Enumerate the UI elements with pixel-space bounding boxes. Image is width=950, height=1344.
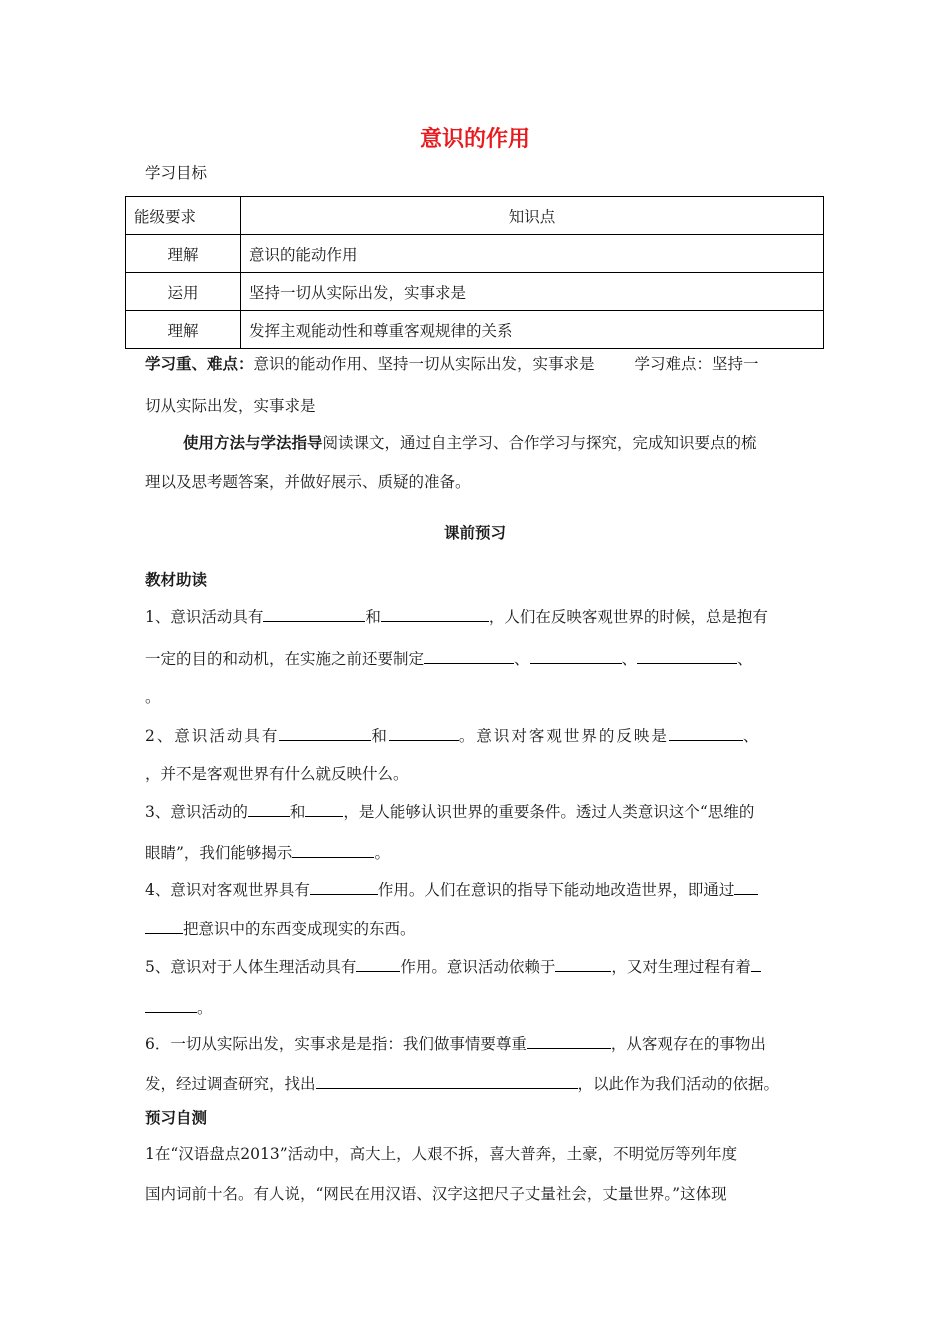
q6-text-b: ，从客观存在的事物出: [610, 1035, 766, 1053]
answer-blank[interactable]: [381, 605, 489, 622]
answer-blank[interactable]: [356, 955, 400, 972]
header-point: 知识点: [241, 197, 824, 235]
question-6-line-2: [145, 1072, 779, 1094]
question-4-line-1: [145, 878, 758, 900]
q1-sep: 、: [621, 650, 638, 668]
answer-blank[interactable]: [389, 724, 459, 741]
row-level: 理解: [126, 235, 241, 273]
question-3-line-2: [145, 841, 390, 863]
key-points-cont: 切从实际出发，实事求是: [145, 397, 316, 415]
q4-text-a: 4、意识对客观世界具有: [145, 881, 310, 899]
q3-text-e: 。: [374, 844, 390, 862]
goals-label: 学习目标: [145, 164, 208, 182]
q1-sep: 、: [514, 650, 530, 668]
question-5-line-1: [145, 955, 761, 977]
table-header-row: [126, 197, 824, 235]
row-point: 坚持一切从实际出发，实事求是: [241, 273, 824, 311]
header-level: 能级要求: [126, 197, 241, 235]
answer-blank[interactable]: [145, 996, 197, 1013]
preview-heading: 课前预习: [443, 524, 506, 542]
q4-text-c: 把意识中的东西变成现实的东西。: [183, 920, 416, 938]
question-1-line-2: [145, 647, 753, 669]
self-test-heading: 预习自测: [145, 1109, 208, 1127]
answer-blank[interactable]: [316, 1072, 578, 1089]
answer-blank[interactable]: [751, 955, 761, 972]
answer-blank[interactable]: [279, 724, 371, 741]
answer-blank[interactable]: [637, 647, 737, 664]
answer-blank[interactable]: [527, 1032, 611, 1049]
key-points-line: [145, 354, 759, 374]
q5-text-d: 。: [197, 999, 213, 1017]
answer-blank[interactable]: [305, 800, 343, 817]
row-level: 理解: [126, 311, 241, 349]
goals-table: [125, 196, 824, 349]
page-title: 意识的作用: [419, 127, 530, 152]
answer-blank[interactable]: [263, 605, 365, 622]
key-points-text: 意识的能动作用、坚持一切从实际出发，实事求是: [253, 355, 595, 373]
answer-blank[interactable]: [145, 917, 183, 934]
question-5-line-2: [145, 996, 213, 1018]
method-cont: 理以及思考题答案，并做好展示、质疑的准备。: [145, 473, 471, 491]
q3-text-d: 眼睛”，我们能够揭示: [145, 844, 293, 862]
answer-blank[interactable]: [310, 878, 378, 895]
q2-text-a: 2、意识活动具有: [145, 727, 280, 745]
q1-text-b: 和: [365, 608, 381, 626]
table-row: [126, 235, 824, 273]
row-point: 发挥主观能动性和尊重客观规律的关系: [241, 311, 824, 349]
question-6-line-1: [145, 1032, 766, 1054]
question-3-line-1: [145, 800, 754, 822]
answer-blank[interactable]: [669, 724, 743, 741]
q4-text-b: 作用。人们在意识的指导下能动地改造世界，即通过: [377, 881, 735, 899]
q3-text-c: ，是人能够认识世界的重要条件。透过人类意识这个“思维的: [343, 803, 755, 821]
question-1-line-1: [145, 605, 768, 627]
q6-text-c: 发，经过调查研究，找出: [145, 1075, 316, 1093]
question-2-line-1: [145, 724, 760, 746]
question-2-line-2: ，并不是客观世界有什么就反映什么。: [145, 765, 409, 783]
method-line: [183, 433, 757, 453]
q3-text-a: 3、意识活动的: [145, 803, 248, 821]
question-1-end: 。: [145, 688, 161, 706]
answer-blank[interactable]: [292, 841, 374, 858]
q5-text-c: ，又对生理过程有着: [611, 958, 751, 976]
answer-blank[interactable]: [734, 878, 758, 895]
q6-text-d: ，以此作为我们活动的依据。: [577, 1075, 780, 1093]
q5-text-b: 作用。意识活动依赖于: [400, 958, 556, 976]
self-test-line-2: 国内词前十名。有人说，“网民在用汉语、汉字这把尺子丈量社会，丈量世界。”这体现: [145, 1185, 727, 1203]
q1-sep: 、: [737, 650, 753, 668]
method-label: 使用方法与学法指导: [183, 434, 323, 452]
key-points-label: 学习重、难点：: [145, 355, 254, 373]
difficulty-text: 学习难点：坚持一: [634, 355, 759, 373]
reading-heading: 教材助读: [145, 571, 208, 589]
q1-text-c: ，人们在反映客观世界的时候，总是抱有: [488, 608, 768, 626]
answer-blank[interactable]: [248, 800, 290, 817]
answer-blank[interactable]: [424, 647, 514, 664]
method-text: 阅读课文，通过自主学习、合作学习与探究，完成知识要点的梳: [322, 434, 757, 452]
row-level: 运用: [126, 273, 241, 311]
q1-text-d: 一定的目的和动机，在实施之前还要制定: [145, 650, 425, 668]
table-row: [126, 311, 824, 349]
q1-text-a: 1、意识活动具有: [145, 608, 264, 626]
q2-text-c: 。意识对客观世界的反映是: [458, 727, 669, 745]
q2-text-d: 、: [742, 727, 761, 745]
table-row: [126, 273, 824, 311]
q5-text-a: 5、意识对于人体生理活动具有: [145, 958, 357, 976]
answer-blank[interactable]: [530, 647, 622, 664]
row-point: 意识的能动作用: [241, 235, 824, 273]
q3-text-b: 和: [289, 803, 306, 821]
q2-text-b: 和: [371, 727, 389, 745]
answer-blank[interactable]: [555, 955, 611, 972]
question-4-line-2: [145, 917, 416, 939]
self-test-line-1: 1在“汉语盘点2013”活动中，高大上，人艰不拆，喜大普奔，土豪，不明觉厉等列年度: [145, 1145, 738, 1163]
q6-text-a: 6．一切从实际出发，实事求是是指：我们做事情要尊重: [145, 1035, 527, 1053]
